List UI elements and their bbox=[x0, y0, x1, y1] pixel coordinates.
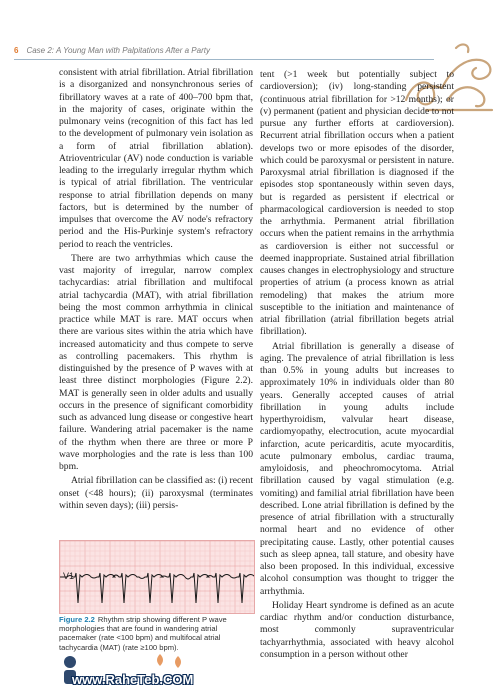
paragraph: Holiday Heart syndrome is defined as an acute cardiac rhythm and/or conduction disturbance, most commonly supraventricular tachyarrhythmia, associated with heavy alcohol consumption in a person without other bbox=[260, 599, 454, 660]
figure-label: Figure 2.2 bbox=[59, 615, 95, 624]
figure-caption bbox=[59, 615, 253, 652]
paragraph: Atrial fibrillation is generally a disease of aging. The prevalence of atrial fibrillation is less than 0.5% in young adults but increases to approximately 10% in individuals older than 80 years. Generally accepted causes of atrial fibrillation in young adults include hyperthyroidism, valvular heart disease, cardiomyopathy, electrocution, acute myocardial infarction, acute pericarditis, acute myocarditis, acute pulmonary embolus, cardiac trauma, amyloidosis, and pheochromocytoma. Atrial fibrillation caused by vagal stimulation (e.g. vomiting) and familial atrial fibrillation have been described. Lone atrial fibrillation is defined by the presence of atrial fibrillation with a structurally normal heart and no evidence of other precipitating cause. Lastly, other potential causes such as sleep apnea, tall stature, and obesity have also been proposed. In this individual, excessive alcohol consumption was thought to trigger the arrhythmia. bbox=[260, 340, 454, 597]
paragraph: consistent with atrial fibrillation. Atrial fibrillation is a disorganized and nonsynchronous series of fibrillatory waves at a rate of 400–700 bpm that, in the majority of cases, originate within the pulmonary veins (recognition of this fact has led to the development of pulmonary vein isolation as a form of atrial fibrillation ablation). Atrioventricular (AV) node conduction is variable leading to the irregularly irregular rhythm which is typical of atrial fibrillation. The ventricular response to atrial fibrillation depends on many factors, but is determined by the number of impulses that overcome the AV node's refractory period and the His-Purkinje system's refractory period to reach the ventricles. bbox=[59, 67, 253, 250]
running-header bbox=[14, 44, 394, 58]
paragraph: Atrial fibrillation can be classified as: (i) recent onset (<48 hours); (ii) paroxysmal (terminates within seven days); (iii) persis- bbox=[59, 475, 253, 511]
right-column bbox=[260, 69, 454, 663]
figure-caption-text: Rhythm strip showing different P wave morphologies that are found in wandering atrial pacemaker (rate <100 bpm) and multifocal atrial tachycardia (MAT) (rate ≥100 bpm). bbox=[59, 615, 227, 652]
left-column bbox=[59, 67, 253, 514]
ecg-lead-label: V1 bbox=[63, 571, 75, 581]
page-number: 6 bbox=[14, 46, 19, 55]
paragraph: tent (>1 week but potentially subject to cardioversion); (iv) long-standing persistent (continuous atrial fibrillation for >12 months); or (v) permanent (patient and physician decide to not pursue any further efforts at cardioversion). Recurrent atrial fibrillation occurs when a patient develops two or more episodes of the disorder, which could be paroxysmal or persistent in nature. Paroxysmal atrial fibrillation is diagnosed if the episodes stop spontaneously within seven days, but is regarded as persistent if electrical or pharmacological cardioversion is needed to stop the arrhythmia. Permanent atrial fibrillation occurs when the patient remains in the arrhythmia as cardioversion is either not successful or deemed inappropriate. Sustained atrial fibrillation causes changes in electrophysiology and structure properties of atrium (a process known as atrial remodeling) that makes the atrium more susceptible to the initiation and maintenance of atrial fibrillation (atrial fibrillation begets atrial fibrillation). bbox=[260, 69, 454, 338]
ecg-rhythm-strip bbox=[59, 540, 255, 614]
running-title: Case 2: A Young Man with Palpitations After a Party bbox=[26, 46, 210, 55]
header-rule bbox=[14, 59, 434, 60]
watermark-text: www.RaheTeb.COM bbox=[72, 672, 194, 687]
ecg-trace bbox=[60, 541, 254, 613]
paragraph: There are two arrhythmias which cause the vast majority of irregular, narrow complex tachycardias: atrial fibrillation and multifocal atrial tachycardia (MAT), with atrial fibrillation being the most common arrhythmia in clinical practice while MAT is rare. MAT occurs when there are various sites within the atria which have increased automaticity and thus compete to serve as controlling pacemakers. This rhythm is distinguished by the presence of P waves with at least three distinct morphologies (Figure 2.2). MAT is generally seen in older adults and usually occurs in the presence of significant comorbidity such as advanced lung disease or congestive heart failure. Wandering atrial pacemaker is the name of the rhythm when there are three or more P wave morphologies and the rate is less than 100 bpm. bbox=[59, 252, 253, 472]
